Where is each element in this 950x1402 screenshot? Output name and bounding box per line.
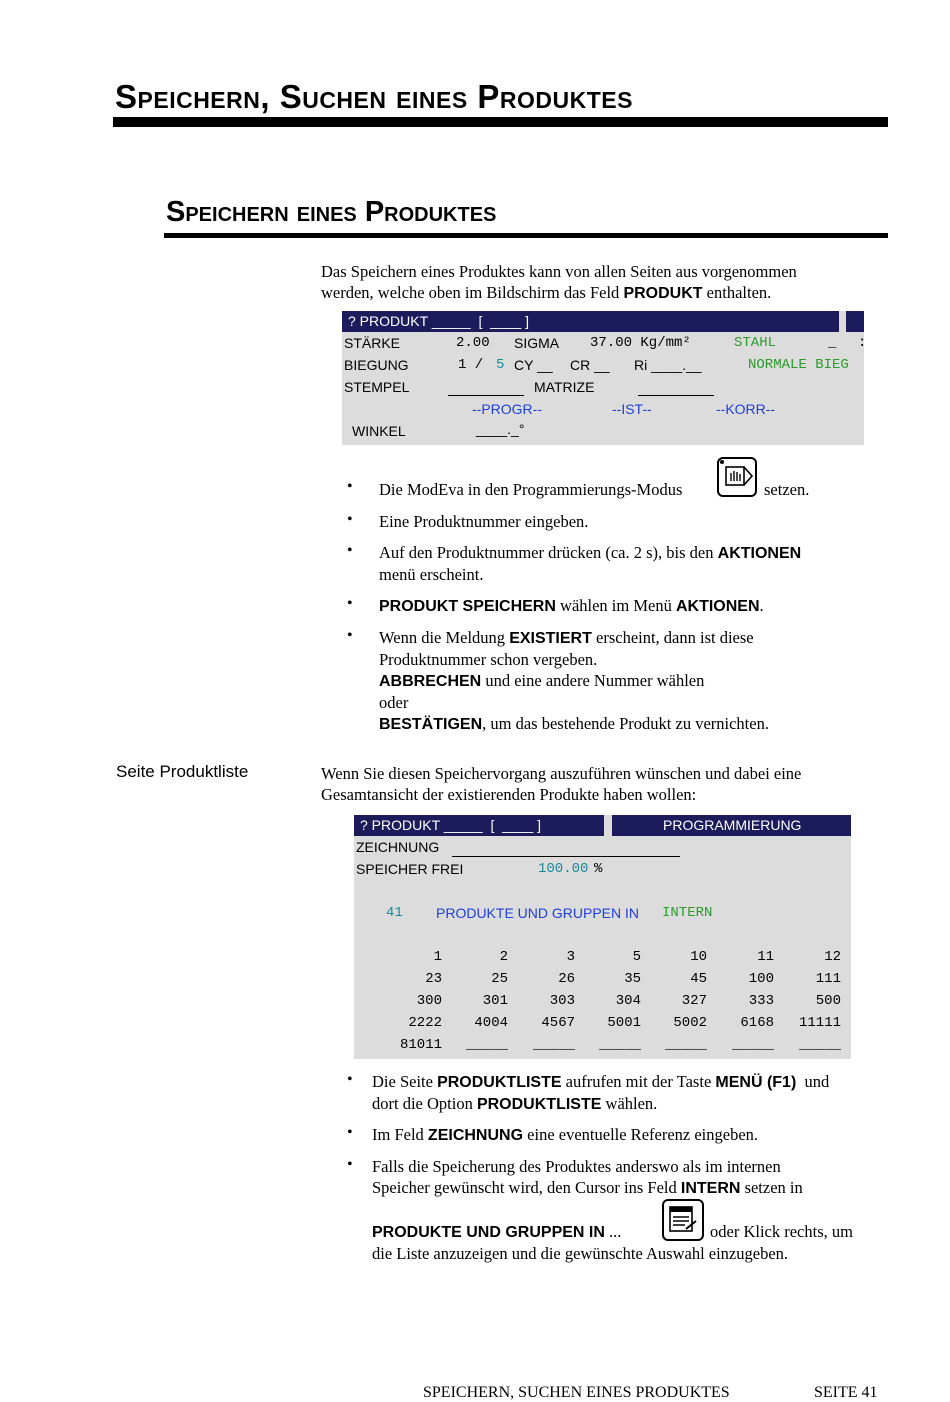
bullet-text: wählen. [601,1094,658,1113]
page-number: SEITE 41 [814,1384,878,1401]
bullet-text: erscheint, dann ist diese [591,628,754,647]
bullet-zeichnung [372,1124,758,1146]
product-number-cell[interactable]: _____ [664,1037,707,1053]
mode-label: PROGRAMMIERUNG [663,817,802,833]
zeichnung-label: ZEICHNUNG [356,839,440,855]
bullet-text: Falls die Speicherung des Produktes anderswo als im internen [372,1157,781,1176]
page-title: Speichern, Suchen eines Produktes [115,78,633,115]
staerke-label: STÄRKE [344,335,401,351]
footer-section: SPEICHERN, SUCHEN EINES PRODUKTES [423,1384,730,1401]
product-number-cell[interactable]: 2 [499,949,508,965]
section-rule [164,233,888,238]
material-value[interactable]: STAHL [734,335,777,351]
bullet-text: und eine andere Nummer wählen [481,671,705,690]
bullet-keyword: BESTÄTIGEN [379,716,483,733]
cr-field[interactable]: CR __ [570,357,610,373]
screen-title-bar-right [846,311,864,332]
bullet-keyword: INTERN [680,1180,741,1197]
product-number-cell[interactable]: 5002 [673,1015,707,1031]
bullet-text: oder Klick rechts, um [710,1222,853,1241]
bullet-dot: • [347,1071,353,1088]
product-number-cell[interactable]: 45 [690,971,707,987]
product-number-cell[interactable]: 300 [416,993,442,1009]
bullet-text: Speicher gewünscht wird, den Cursor ins Feld [372,1178,681,1197]
bullet-save-product [379,595,764,617]
product-number-cell[interactable]: 5 [632,949,641,965]
bullet-keyword: AKTIONEN [717,545,802,562]
product-number-cell[interactable]: 26 [558,971,575,987]
product-number-cell[interactable]: _____ [798,1037,841,1053]
biegung-value[interactable]: 1 / [458,357,484,373]
bullet-dot: • [347,627,353,644]
bullet-text: Die ModEva in den Programmierungs-Modus [379,480,683,499]
product-number-cell[interactable]: 303 [549,993,575,1009]
list-label: PRODUKTE UND GRUPPEN IN [436,905,640,921]
intro-text: werden, welche oben im Bildschirm das Feld [321,283,624,302]
bullet-dot: • [347,1156,353,1173]
bullet-keyword: EXISTIERT [509,630,592,647]
screen-title-bar [354,815,604,836]
product-number-cell[interactable]: 100 [748,971,774,987]
product-number-cell[interactable]: 111 [815,971,841,987]
bullet-open-list [372,1071,829,1115]
product-number-cell[interactable]: 4004 [474,1015,508,1031]
speicher-unit: % [594,861,603,877]
bullet-press-number [379,542,801,585]
bullet-keyword: PRODUKT SPEICHERN [379,598,556,615]
bullet-text: die Liste anzuzeigen und die gewünschte Auswahl einzugeben. [372,1244,789,1263]
intro-keyword: PRODUKT [623,285,703,302]
bullet-storage [372,1156,803,1199]
biegung-number[interactable]: 5 [496,357,505,373]
programming-mode-icon[interactable] [717,457,757,497]
product-number-cell[interactable]: 2222 [408,1015,442,1031]
mode-bar [612,815,851,836]
speicher-label: SPEICHER FREI [356,861,464,877]
bullet-mode-end [764,479,809,500]
matrize-label: MATRIZE [534,379,595,395]
product-number-cell[interactable]: 11111 [798,1015,841,1031]
bullet-keyword: PRODUKTE UND GRUPPEN IN [372,1224,605,1241]
korr-header: --KORR-- [716,401,776,417]
ri-field[interactable]: Ri ____.__ [634,357,702,373]
bullet-storage-cont [372,1221,621,1243]
location-field[interactable]: INTERN [662,905,713,921]
bullet-text: und [796,1072,830,1091]
list-icon[interactable] [662,1199,704,1241]
bullet-dot: • [347,595,353,612]
intro2-paragraph [321,763,801,805]
intro-paragraph [321,261,797,304]
bullet-keyword: PRODUKTLISTE [437,1074,562,1091]
bullet-text: , um das bestehende Produkt zu vernichten. [482,714,769,733]
matrize-field[interactable] [638,395,714,396]
bullet-text: Die Seite [372,1072,438,1091]
product-number-cell[interactable]: 10 [690,949,707,965]
progr-header: --PROGR-- [472,401,542,417]
product-number-cell[interactable]: 4567 [541,1015,575,1031]
bullet-keyword: AKTIONEN [675,598,760,615]
side-label: Seite Produktliste [116,762,249,781]
bullet-text: oder [379,693,409,712]
product-number-cell[interactable]: 81011 [399,1037,442,1053]
bullet-text: setzen. [764,480,810,499]
bieg-mode-value[interactable]: NORMALE BIEG [748,357,849,373]
intro2-line-1: Wenn Sie diesen Speichervorgang auszuführen wünschen und dabei eine [321,764,802,783]
field-separator: : [858,335,867,351]
stempel-field[interactable] [448,395,524,396]
bullet-mode [379,479,682,500]
title-rule [113,117,888,127]
product-number-cell[interactable]: 6168 [740,1015,774,1031]
product-number-cell[interactable]: 12 [824,949,841,965]
bullet-keyword: ZEICHNUNG [427,1127,524,1144]
bullet-text: wählen im Menü [555,596,676,615]
bullet-text: menü erscheint. [379,565,484,584]
bullet-text: dort die Option [372,1094,477,1113]
sigma-value[interactable]: 37.00 Kg/mm² [590,335,691,351]
staerke-value[interactable]: 2.00 [456,335,490,351]
product-number-cell[interactable]: 23 [425,971,442,987]
product-count: 41 [386,905,403,921]
cy-field[interactable]: CY __ [514,357,553,373]
product-number-cell[interactable]: _____ [465,1037,508,1053]
product-number-cell[interactable]: 11 [757,949,774,965]
bullet-text: aufrufen mit der Taste [561,1072,716,1091]
screen-title[interactable]: ? PRODUKT _____ [ ____ ] [360,817,542,833]
product-number-cell[interactable]: 333 [748,993,774,1009]
bullet-storage-right [710,1221,853,1242]
material-marker: _ [828,335,837,351]
bullet-storage-last [372,1243,788,1264]
bullet-text: Eine Produktnummer eingeben. [379,512,589,531]
product-number-cell[interactable]: 1 [433,949,442,965]
screen-title[interactable]: ? PRODUKT _____ [ ____ ] [348,313,530,329]
bullet-dot: • [347,511,353,528]
product-number-cell[interactable]: _____ [598,1037,641,1053]
section-title: Speichern eines Produktes [166,196,497,228]
product-number-cell[interactable]: 301 [482,993,508,1009]
bullet-text: . [759,596,764,615]
stempel-label: STEMPEL [344,379,410,395]
product-number-cell[interactable]: 5001 [607,1015,641,1031]
product-number-cell[interactable]: _____ [532,1037,575,1053]
bullet-text: Auf den Produktnummer drücken (ca. 2 s), bis den [379,543,718,562]
winkel-label: WINKEL [352,423,406,439]
product-number-cell[interactable]: 35 [624,971,641,987]
winkel-value[interactable]: ____._° [476,421,525,437]
product-number-cell[interactable]: 25 [491,971,508,987]
product-list-screen [354,815,851,1059]
product-number-cell[interactable]: _____ [731,1037,774,1053]
zeichnung-field[interactable] [452,856,680,857]
product-number-cell[interactable]: 3 [566,949,575,965]
product-screen [342,311,867,445]
bullet-keyword: MENÜ (F1) [715,1074,797,1091]
bullet-dot: • [347,542,353,559]
bullet-enter-number [379,511,588,532]
bullet-text: Im Feld [372,1125,428,1144]
bullet-dot: • [347,478,353,495]
bullet-dot: • [347,1124,353,1141]
speicher-value: 100.00 [538,861,589,877]
bullet-keyword: PRODUKTLISTE [476,1096,602,1113]
bullet-text: eine eventuelle Referenz eingeben. [523,1125,759,1144]
bullet-text: Wenn die Meldung [379,628,510,647]
intro2-line-2: Gesamtansicht der existierenden Produkte haben wollen: [321,785,697,804]
intro-line-1: Das Speichern eines Produktes kann von allen Seiten aus vorgenommen [321,262,797,281]
bullet-keyword: ABBRECHEN [379,673,482,690]
sigma-label: SIGMA [514,335,560,351]
intro-text-end: enthalten. [702,283,772,302]
bullet-text: setzen in [740,1178,803,1197]
biegung-label: BIEGUNG [344,357,409,373]
intro-line-2 [321,282,797,304]
product-number-cell[interactable]: 304 [615,993,641,1009]
bullet-text: ... [604,1222,622,1241]
bullet-exists [379,627,769,735]
product-number-cell[interactable]: 500 [815,993,841,1009]
bullet-text: Produktnummer schon vergeben. [379,650,598,669]
screen-title-bar [342,311,839,332]
ist-header: --IST-- [612,401,652,417]
product-number-cell[interactable]: 327 [681,993,707,1009]
